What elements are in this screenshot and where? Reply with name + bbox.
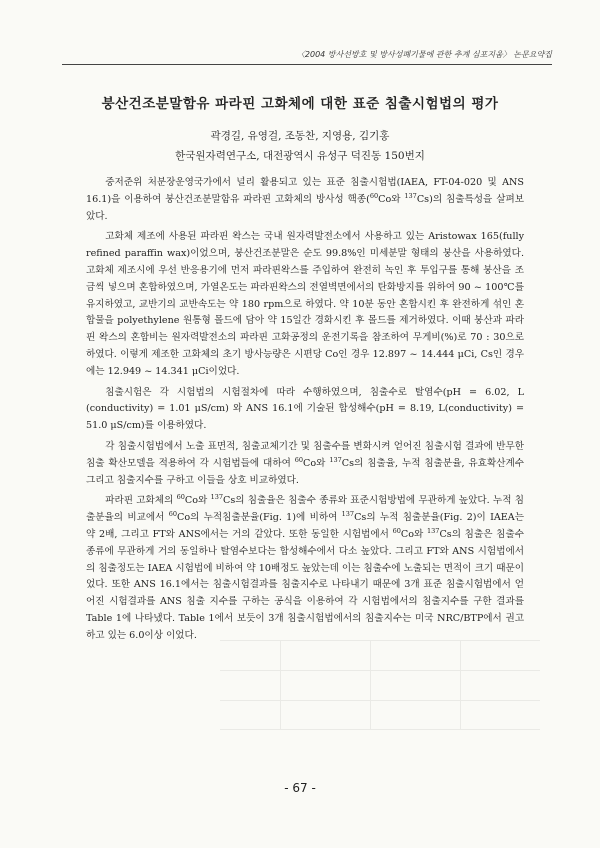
paragraph-text: Co와	[303, 457, 330, 469]
isotope-mass-number: 137	[210, 493, 223, 502]
body-paragraph-3	[86, 385, 524, 435]
isotope-mass-number: 137	[427, 526, 440, 535]
paragraph-text: Cs의 침출율, 누적 침출분율, 유효확산계수 그리고 침출지수를 구하고 이들을 상호 비교하였다.	[86, 457, 525, 486]
page-number: - 67 -	[284, 781, 316, 795]
isotope-mass-number: 60	[176, 493, 185, 502]
isotope-mass-number: 60	[294, 455, 304, 464]
paragraph-text: Co와	[184, 495, 211, 507]
paper-body	[86, 175, 524, 649]
body-paragraph-5	[86, 493, 524, 644]
body-paragraph-2	[86, 229, 524, 380]
isotope-mass-number: 60	[168, 510, 177, 519]
paragraph-text: Co의 누적침출분율(Fig. 1)에 비하여	[176, 512, 342, 524]
body-paragraph-1	[86, 175, 524, 225]
isotope-mass-number: 60	[369, 191, 379, 200]
isotope-mass-number: 60	[392, 526, 401, 535]
paragraph-text: 파라핀 고화체의	[105, 495, 177, 507]
paragraph-text: Co와	[378, 193, 405, 205]
paper-title: 붕산건조분말함유 파라핀 고화체에 대한 표준 침출시험법의 평가	[101, 96, 499, 112]
paragraph-text: Cs)의 침출특성을 살펴보았다.	[86, 193, 525, 222]
paragraph-text: 고화체 제조에 사용된 파라핀 왁스는 국내 원자력발전소에서 사용하고 있는 Aristowax 165(fully refined paraffin wax)이었으며, 붕산건조분말은 순도 99.8%인 미세분말 형태의 붕산을 사용하였다. 고화체 제조시에 우선 반응용기에 먼저 파라핀왁스를 주입하여 완전히 녹인 후 투입구를 통해 붕산을 조금씩 넣으며 혼합하였으며, 가열온도는 파라핀왁스의 전열벽면에서의 탄화방지를 위하여 90 ~ 100℃를 유지하였고, 교반기의 교반속도는 약 180 rpm으로 하였다. 약 10분 동안 혼합시킨 후 완전하게 섞인 혼합물을 polyethylene 원통형 몰드에 담아 약 15일간 경화시킨 후 몰드를 제거하였다. 이때 붕산과 파라핀 왁스의 혼합비는 원자력발전소의 파라핀 고화공정의 운전기록을 참조하여 무게비(%)로 70 : 30으로 하였다. 이렇게 제조한 고화체의 초기 방사능량은 시편당 Co인 경우 12.897 ~ 14.444 μCi, Cs인 경우에는 12.949 ~ 14.341 μCi이었다.	[86, 231, 524, 377]
isotope-mass-number: 137	[404, 191, 417, 200]
isotope-mass-number: 137	[341, 510, 355, 519]
paragraph-text: 중저준위 처분장운영국가에서 널리 활용되고 있는 표준 침출시험법(IAEA, FT-04-020 및 ANS 16.1)을 이용하여 붕산건조분말함유 파라핀 고화체의 방사성 핵종(	[86, 177, 524, 205]
paragraph-text: 침출시험은 각 시험법의 시험절차에 따라 수행하였으며, 침출수로 탈염수(pH = 6.02, L (conductivity) = 1.01 μS/cm) 와 ANS 16.1에 기술된 합성해수(pH = 8.19, L(conductivity) = 51.0 μS/cm)를 이용하였다.	[86, 386, 524, 432]
body-paragraph-4	[86, 439, 524, 489]
isotope-mass-number: 137	[329, 455, 342, 464]
paragraph-text: 각 침출시험법에서 노출 표면적, 침출교체기간 및 침출수를 변화시켜 얻어진 침출시험 결과에 반무한 침출 확산모델을 적용하여 각 시험법들에 대하여	[86, 440, 524, 469]
paper-authors: 곽경길, 유영걸, 조동찬, 지영용, 김기홍	[210, 130, 390, 142]
paragraph-text: Cs의 침출율은 침출수 종류와 표준시험방법에 무관하게 높았다. 누적 침출분율의 비교에서	[86, 495, 525, 524]
bleed-through-table	[220, 640, 540, 730]
paragraph-text: Co와	[400, 528, 428, 540]
running-head: 〈2004 방사선방호 및 방사성폐기물에 관한 추계 심포지움〉 논문요약집	[296, 50, 552, 59]
paper-affiliation: 한국원자력연구소, 대전광역시 유성구 덕진동 150번지	[175, 150, 425, 162]
paragraph-text: Cs의 누적 침출분율(Fig. 2)이 IAEA는 약 2배, 그리고 FT와 ANS에서는 거의 같았다. 또한 동일한 시험법에서	[86, 512, 525, 540]
header-rule	[62, 64, 552, 65]
paragraph-text: Cs의 침출은 침출수 종류에 무관하게 거의 동일하나 탈염수보다는 합성해수에서 다소 높았다. 그리고 FT와 ANS 시험법에서의 침출정도는 IAEA 시험법에 비하여 약 10배정도 높았는데 이는 침출수에 노출되는 면적이 크기 때문이었다. 또한 ANS 16.1에서는 침출시험결과를 침출지수로 나타내기 때문에 3개 표준 침출시험법에서 얻어진 시험결과를 ANS 침출 지수를 구하는 공식을 이용하여 각 시험법에서의 침출지수를 구한 결과를 Table 1에 나타냈다. Table 1에서 보듯이 3개 침출시험법에서의 침출지수는 미국 NRC/BTP에서 권고하고 있는 6.0이상 이었다.	[86, 528, 524, 641]
